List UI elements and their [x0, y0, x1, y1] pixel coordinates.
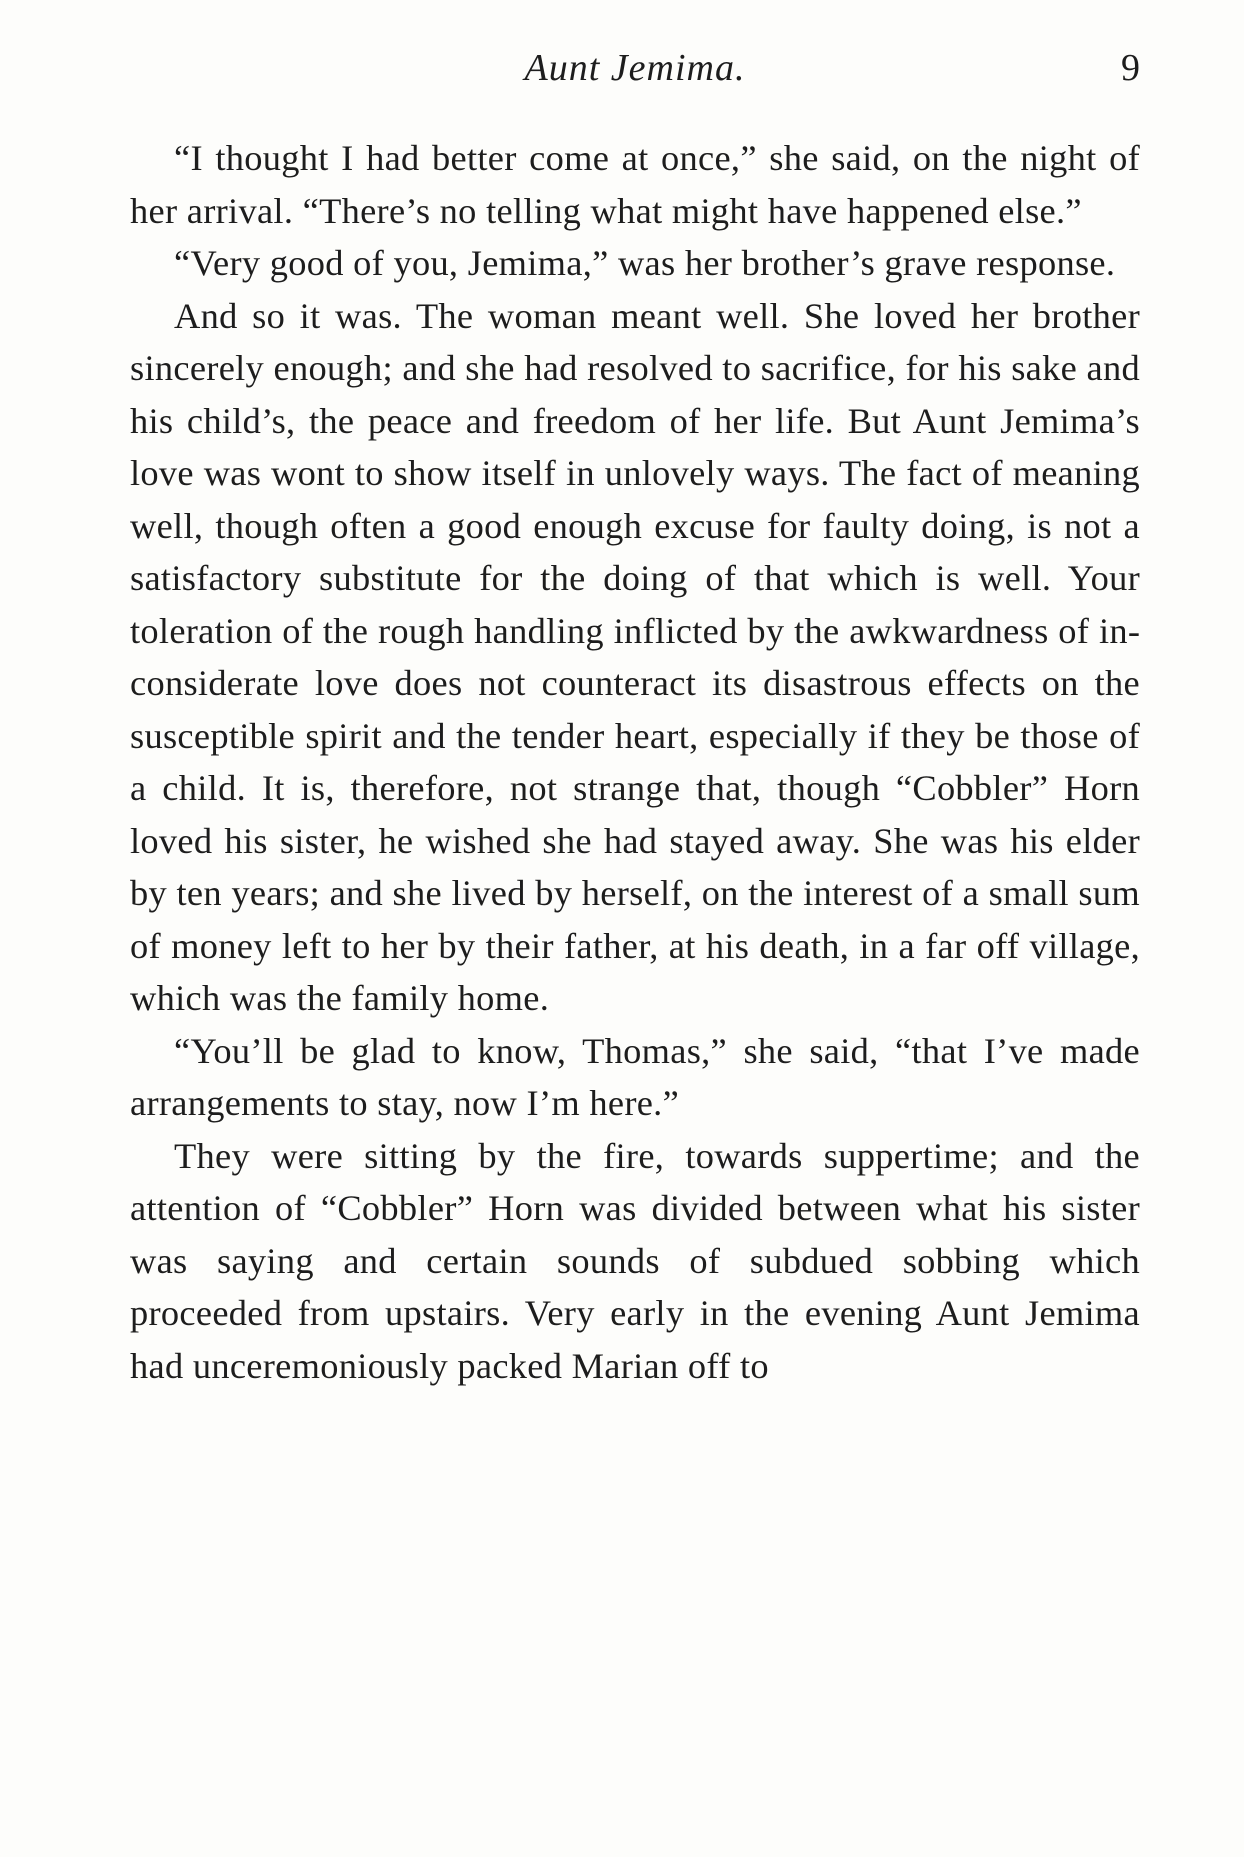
paragraph: “Very good of you, Jemima,” was her brother’s grave response.	[174, 243, 1116, 283]
page-header	[130, 38, 1140, 98]
paragraph: “I thought I had better come at once,” she said, on the night of her arrival. “There’s no telling what might have happened else.”	[130, 138, 1140, 231]
running-title: Aunt Jemima.	[524, 47, 746, 89]
paragraph: They were sitting by the fire, towards suppertime; and the attention of “Cobbler” Horn was divided between what his sister was saying and certain sounds of subdued sobbing which proceeded from upstairs. Very early in the evening Aunt Jemima had unceremoniously packed Marian off to	[130, 1135, 1140, 1386]
paragraph: And so it was. The woman meant well. She loved her brother sincerely enough; and she had resolved to sacrifice, for his sake and his child’s, the peace and freedom of her life. But Aunt Jemima’s love was wont to show itself in unlovely ways. The fact of meaning well, though often a good enough excuse for faulty doing, is not a satisfactory substitute for the doing of that which is well. Your toleration of the rough handling inflicted by the awkwardness of inconsiderate love does not counteract its disastrous effects on the susceptible spirit and the tender heart, especially if they be those of a child. It is, therefore, not strange that, though “Cobbler” Horn loved his sister, he wished she had stayed away. She was his elder by ten years; and she lived by herself, on the interest of a small sum of money left to her by their father, at his death, in a far off village, which was the family home.	[130, 295, 1140, 1018]
body-text	[130, 132, 1140, 1392]
page-number: 9	[1121, 47, 1140, 89]
paragraph: “You’ll be glad to know, Thomas,” she said, “that I’ve made arrangements to stay, now I’m here.”	[130, 1030, 1140, 1123]
